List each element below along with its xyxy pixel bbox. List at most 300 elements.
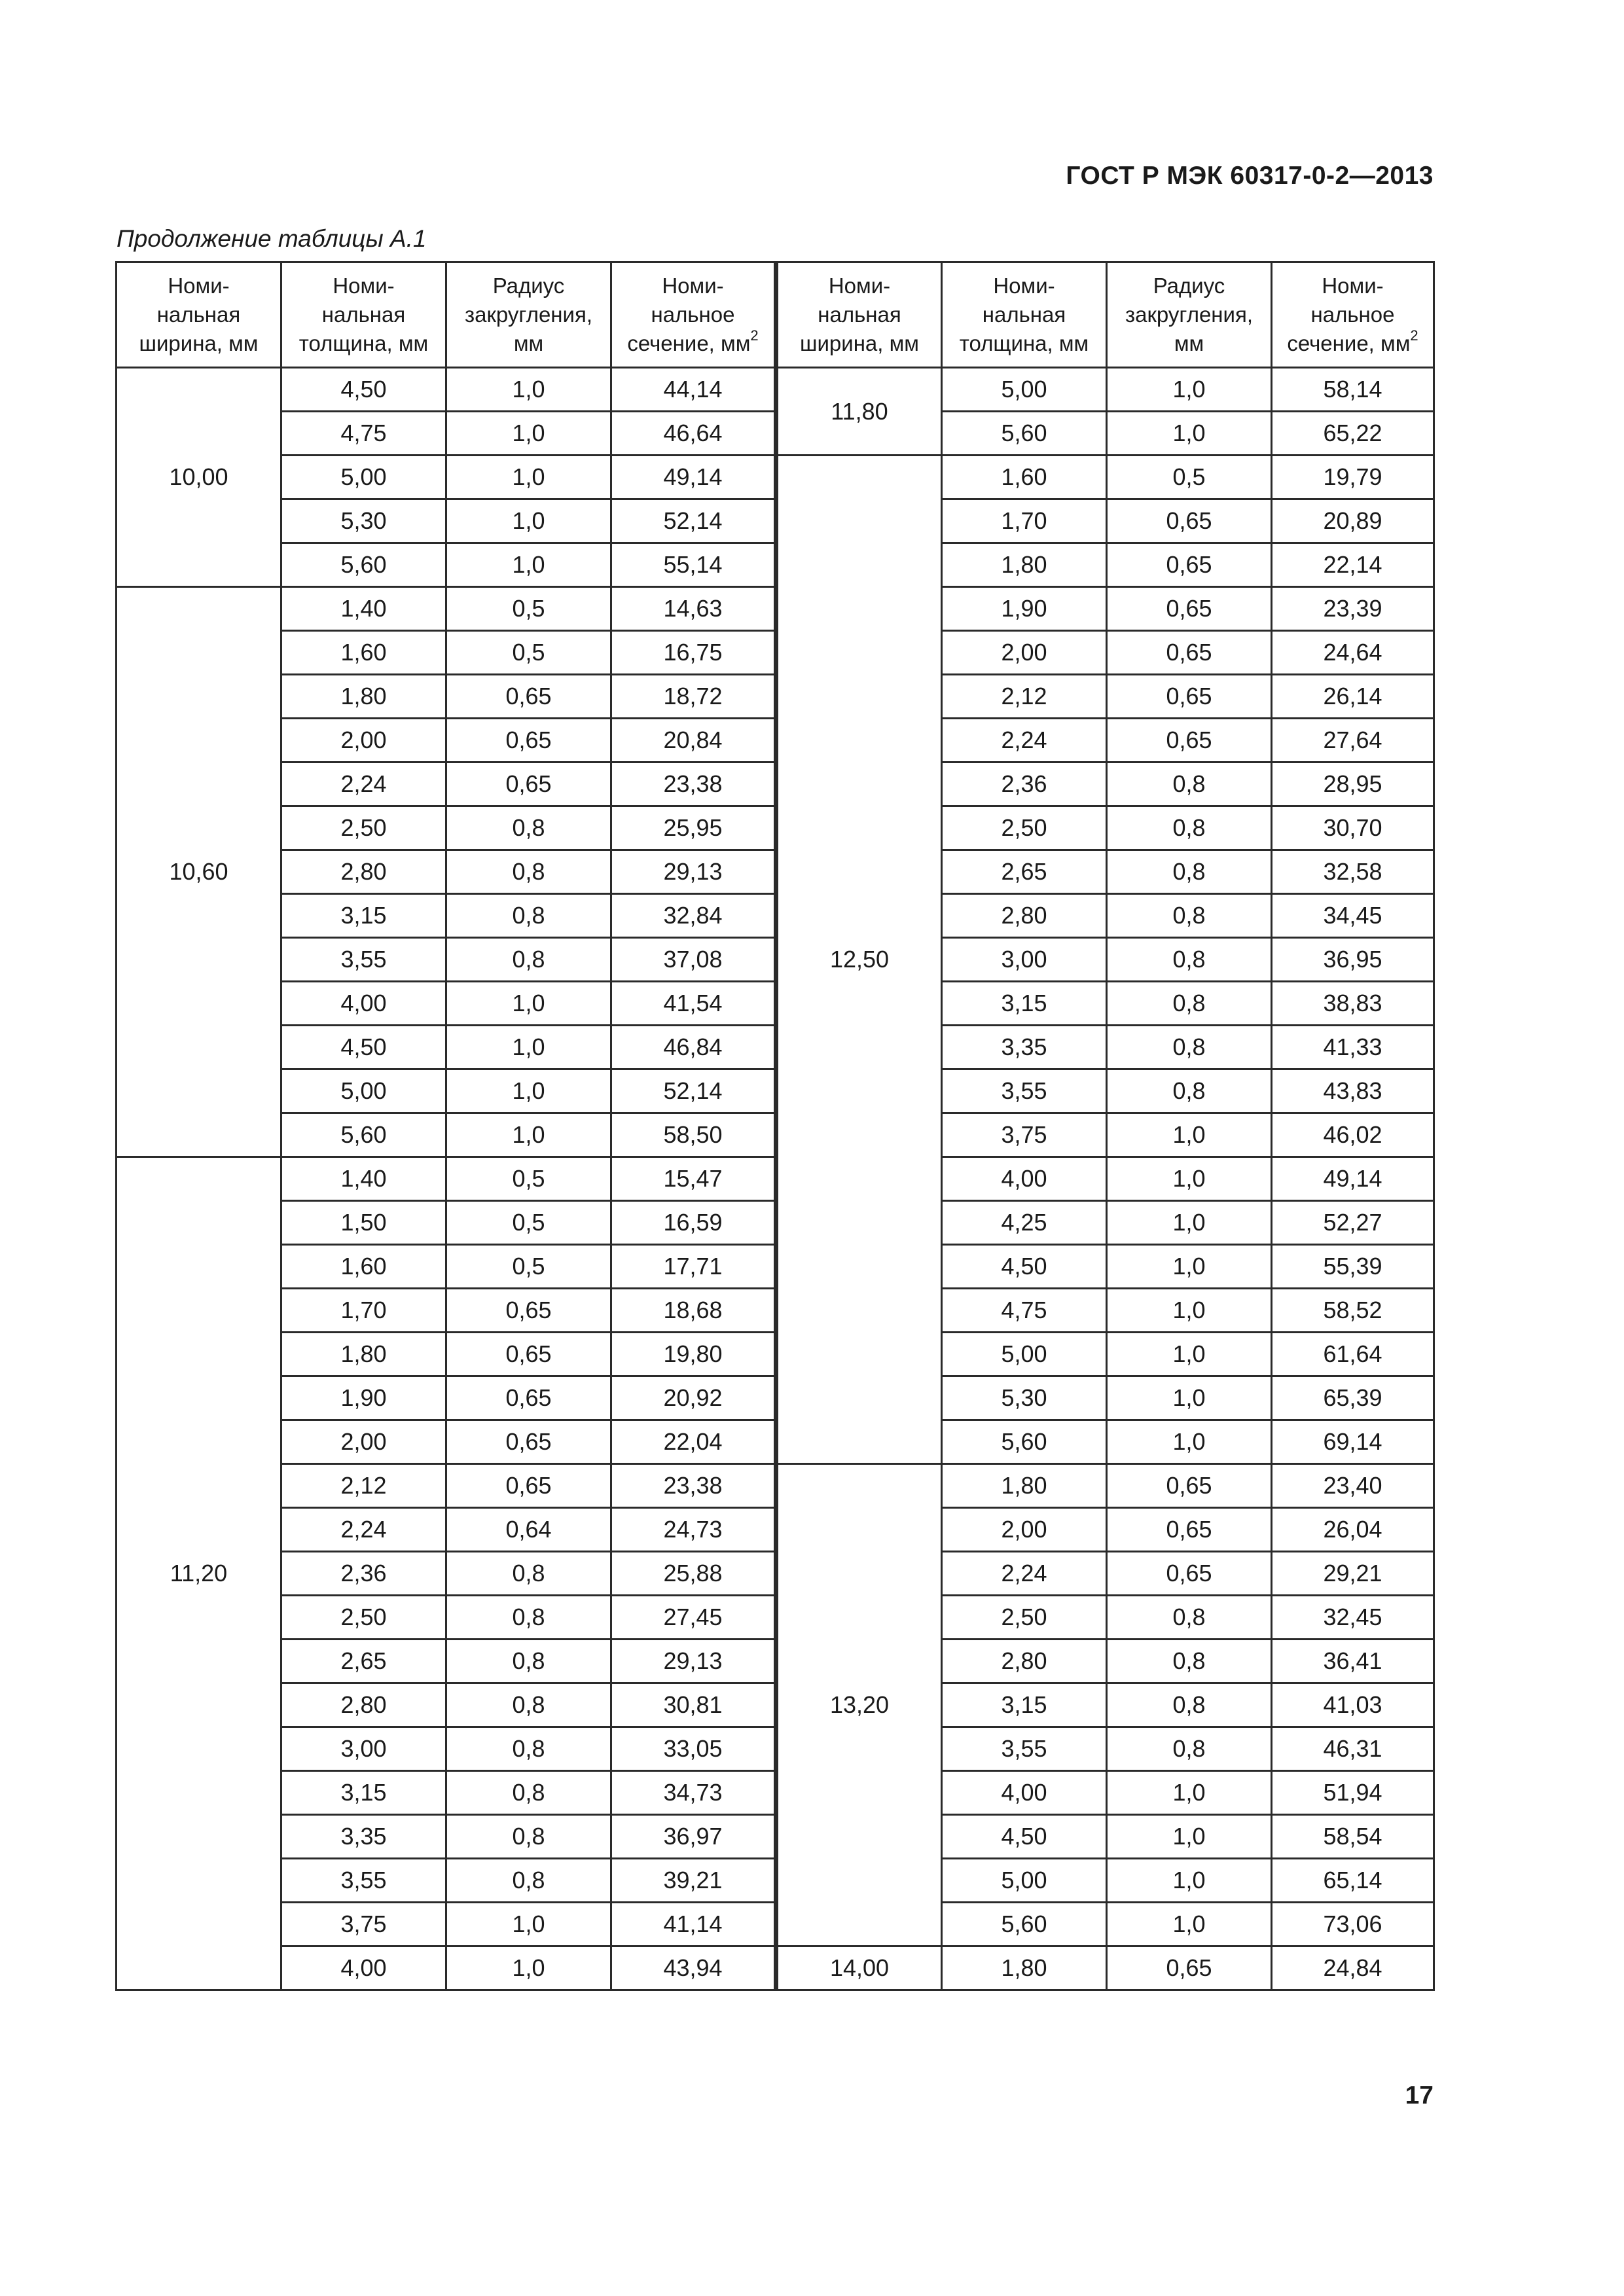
thickness-cell: 2,00 (281, 1420, 446, 1464)
section-cell: 20,89 (1272, 499, 1434, 543)
section-cell: 58,54 (1272, 1815, 1434, 1859)
header-line: нальная (818, 302, 901, 327)
table-row (117, 806, 1434, 850)
radius-cell: 0,8 (446, 1683, 611, 1727)
radius-cell: 0,65 (446, 1289, 611, 1333)
table-row (117, 1596, 1434, 1640)
table-row (117, 412, 1434, 456)
thickness-cell: 1,80 (281, 675, 446, 719)
section-cell: 41,33 (1272, 1026, 1434, 1069)
table-row (117, 456, 1434, 499)
radius-cell: 1,0 (446, 982, 611, 1026)
section-cell: 51,94 (1272, 1771, 1434, 1815)
radius-cell: 1,0 (446, 456, 611, 499)
section-cell: 38,83 (1272, 982, 1434, 1026)
width-cell: 10,60 (117, 587, 281, 1157)
radius-cell: 1,0 (1107, 1245, 1272, 1289)
thickness-cell: 3,55 (942, 1727, 1107, 1771)
section-cell: 24,64 (1272, 631, 1434, 675)
thickness-cell: 5,00 (942, 368, 1107, 412)
section-cell: 73,06 (1272, 1903, 1434, 1946)
thickness-cell: 5,30 (281, 499, 446, 543)
header-cell (1272, 262, 1434, 368)
radius-cell: 0,65 (1107, 1508, 1272, 1552)
section-cell: 17,71 (611, 1245, 776, 1289)
table-row (117, 1464, 1434, 1508)
header-line-text: сечение, мм (627, 331, 751, 355)
radius-cell: 1,0 (1107, 1113, 1272, 1157)
radius-cell: 1,0 (446, 1903, 611, 1946)
radius-cell: 0,8 (446, 1596, 611, 1640)
thickness-cell: 2,24 (942, 719, 1107, 762)
table-body (117, 262, 1434, 1990)
thickness-cell: 3,00 (281, 1727, 446, 1771)
table-row (117, 499, 1434, 543)
table-row (117, 631, 1434, 675)
section-cell: 22,04 (611, 1420, 776, 1464)
radius-cell: 0,65 (1107, 1464, 1272, 1508)
radius-cell: 0,65 (446, 1420, 611, 1464)
section-cell: 49,14 (611, 456, 776, 499)
radius-cell: 0,8 (1107, 938, 1272, 982)
section-cell: 55,39 (1272, 1245, 1434, 1289)
table-row (117, 1508, 1434, 1552)
thickness-cell: 2,80 (942, 894, 1107, 938)
radius-cell: 1,0 (1107, 412, 1272, 456)
section-cell: 55,14 (611, 543, 776, 587)
radius-cell: 0,8 (1107, 894, 1272, 938)
section-cell: 49,14 (1272, 1157, 1434, 1201)
thickness-cell: 2,24 (942, 1552, 1107, 1596)
header-cell (611, 262, 776, 368)
section-cell: 39,21 (611, 1859, 776, 1903)
thickness-cell: 3,35 (942, 1026, 1107, 1069)
radius-cell: 1,0 (1107, 1859, 1272, 1903)
section-cell: 28,95 (1272, 762, 1434, 806)
header-cell (446, 262, 611, 368)
thickness-cell: 2,12 (942, 675, 1107, 719)
header-line (612, 329, 774, 358)
radius-cell: 0,8 (1107, 1683, 1272, 1727)
thickness-cell: 4,00 (942, 1157, 1107, 1201)
section-cell: 19,79 (1272, 456, 1434, 499)
section-cell: 23,40 (1272, 1464, 1434, 1508)
section-cell: 36,41 (1272, 1640, 1434, 1683)
thickness-cell: 4,00 (281, 1946, 446, 1990)
radius-cell: 0,8 (1107, 850, 1272, 894)
section-cell: 20,84 (611, 719, 776, 762)
radius-cell: 0,8 (446, 1727, 611, 1771)
thickness-cell: 3,55 (281, 1859, 446, 1903)
radius-cell: 0,65 (1107, 499, 1272, 543)
radius-cell: 0,65 (446, 1333, 611, 1376)
thickness-cell: 2,65 (281, 1640, 446, 1683)
thickness-cell: 1,80 (281, 1333, 446, 1376)
header-cell (281, 262, 446, 368)
section-cell: 26,04 (1272, 1508, 1434, 1552)
thickness-cell: 4,50 (942, 1245, 1107, 1289)
radius-cell: 0,8 (446, 1859, 611, 1903)
header-line: Номи- (333, 274, 395, 298)
radius-cell: 0,5 (446, 1245, 611, 1289)
radius-cell: 0,8 (1107, 1727, 1272, 1771)
thickness-cell: 4,75 (942, 1289, 1107, 1333)
thickness-cell: 1,60 (942, 456, 1107, 499)
section-cell: 23,39 (1272, 587, 1434, 631)
section-cell: 22,14 (1272, 543, 1434, 587)
radius-cell: 1,0 (1107, 1333, 1272, 1376)
section-cell: 43,83 (1272, 1069, 1434, 1113)
radius-cell: 0,8 (446, 806, 611, 850)
thickness-cell: 1,80 (942, 1946, 1107, 1990)
radius-cell: 0,8 (1107, 1069, 1272, 1113)
section-cell: 20,92 (611, 1376, 776, 1420)
section-cell: 52,27 (1272, 1201, 1434, 1245)
header-line: нальное (651, 302, 735, 327)
radius-cell: 1,0 (446, 1113, 611, 1157)
header-line-text: сечение, мм (1287, 331, 1411, 355)
table-row (117, 1859, 1434, 1903)
radius-cell: 0,65 (446, 719, 611, 762)
radius-cell: 1,0 (446, 412, 611, 456)
thickness-cell: 1,70 (942, 499, 1107, 543)
section-cell: 18,68 (611, 1289, 776, 1333)
table-row (117, 1157, 1434, 1201)
page-number: 17 (1405, 2081, 1434, 2109)
thickness-cell: 3,15 (942, 1683, 1107, 1727)
section-cell: 29,13 (611, 850, 776, 894)
table-row (117, 1376, 1434, 1420)
thickness-cell: 1,80 (942, 1464, 1107, 1508)
thickness-cell: 3,75 (281, 1903, 446, 1946)
section-cell: 58,52 (1272, 1289, 1434, 1333)
radius-cell: 0,5 (446, 1201, 611, 1245)
thickness-cell: 1,40 (281, 587, 446, 631)
section-cell: 58,50 (611, 1113, 776, 1157)
section-cell: 30,81 (611, 1683, 776, 1727)
radius-cell: 0,65 (1107, 587, 1272, 631)
radius-cell: 1,0 (1107, 1201, 1272, 1245)
section-cell: 46,02 (1272, 1113, 1434, 1157)
table-row (117, 1289, 1434, 1333)
section-cell: 43,94 (611, 1946, 776, 1990)
table-row (117, 368, 1434, 412)
radius-cell: 0,65 (1107, 1946, 1272, 1990)
header-line: нальная (321, 302, 406, 327)
thickness-cell: 2,50 (281, 806, 446, 850)
thickness-cell: 4,00 (942, 1771, 1107, 1815)
section-cell: 41,03 (1272, 1683, 1434, 1727)
header-line: мм (513, 331, 544, 355)
header-line (1272, 329, 1433, 358)
header-line: Номи- (168, 274, 230, 298)
radius-cell: 0,8 (1107, 762, 1272, 806)
radius-cell: 1,0 (446, 1026, 611, 1069)
radius-cell: 0,5 (446, 587, 611, 631)
header-line: ширина, мм (139, 331, 259, 355)
header-line: Радиус (492, 274, 565, 298)
section-cell: 44,14 (611, 368, 776, 412)
header-line: Номи- (828, 274, 891, 298)
section-cell: 26,14 (1272, 675, 1434, 719)
document-title: ГОСТ Р МЭК 60317-0-2—2013 (1066, 162, 1434, 190)
table-row (117, 938, 1434, 982)
table-row (117, 1727, 1434, 1771)
width-cell: 11,20 (117, 1157, 281, 1990)
thickness-cell: 4,75 (281, 412, 446, 456)
header-line: Номи- (662, 274, 724, 298)
thickness-cell: 3,15 (942, 982, 1107, 1026)
section-cell: 52,14 (611, 1069, 776, 1113)
thickness-cell: 1,60 (281, 1245, 446, 1289)
radius-cell: 0,8 (1107, 806, 1272, 850)
header-line: мм (1174, 331, 1204, 355)
section-cell: 23,38 (611, 762, 776, 806)
thickness-cell: 5,00 (942, 1859, 1107, 1903)
radius-cell: 1,0 (1107, 1376, 1272, 1420)
thickness-cell: 4,00 (281, 982, 446, 1026)
thickness-cell: 1,80 (942, 543, 1107, 587)
radius-cell: 1,0 (1107, 1815, 1272, 1859)
radius-cell: 0,65 (1107, 719, 1272, 762)
radius-cell: 1,0 (446, 543, 611, 587)
thickness-cell: 5,30 (942, 1376, 1107, 1420)
radius-cell: 0,64 (446, 1508, 611, 1552)
thickness-cell: 3,00 (942, 938, 1107, 982)
thickness-cell: 5,00 (281, 1069, 446, 1113)
thickness-cell: 2,12 (281, 1464, 446, 1508)
section-cell: 65,14 (1272, 1859, 1434, 1903)
header-line: нальная (982, 302, 1066, 327)
radius-cell: 0,8 (1107, 982, 1272, 1026)
table-row (117, 1683, 1434, 1727)
section-cell: 16,75 (611, 631, 776, 675)
thickness-cell: 1,90 (942, 587, 1107, 631)
section-cell: 34,73 (611, 1771, 776, 1815)
header-line: нальная (156, 302, 241, 327)
table-row (117, 982, 1434, 1026)
header-line: Радиус (1153, 274, 1225, 298)
radius-cell: 0,65 (1107, 1552, 1272, 1596)
table-caption: Продолжение таблицы А.1 (117, 225, 427, 252)
radius-cell: 0,65 (446, 1376, 611, 1420)
table-row (117, 675, 1434, 719)
header-line: закругления, (1125, 302, 1254, 327)
section-cell: 34,45 (1272, 894, 1434, 938)
table-row (117, 1113, 1434, 1157)
table-row (117, 1640, 1434, 1683)
radius-cell: 0,5 (1107, 456, 1272, 499)
table-row (117, 1903, 1434, 1946)
superscript: 2 (750, 327, 759, 344)
radius-cell: 1,0 (1107, 1420, 1272, 1464)
thickness-cell: 1,50 (281, 1201, 446, 1245)
thickness-cell: 2,50 (942, 806, 1107, 850)
radius-cell: 1,0 (446, 1946, 611, 1990)
radius-cell: 1,0 (1107, 1157, 1272, 1201)
section-cell: 33,05 (611, 1727, 776, 1771)
table-row (117, 1069, 1434, 1113)
section-cell: 23,38 (611, 1464, 776, 1508)
section-cell: 29,21 (1272, 1552, 1434, 1596)
table-row (117, 850, 1434, 894)
header-cell (117, 262, 281, 368)
radius-cell: 0,65 (1107, 675, 1272, 719)
radius-cell: 0,8 (446, 850, 611, 894)
thickness-cell: 2,50 (942, 1596, 1107, 1640)
radius-cell: 0,8 (1107, 1596, 1272, 1640)
table-row (117, 1201, 1434, 1245)
section-cell: 65,22 (1272, 412, 1434, 456)
thickness-cell: 1,70 (281, 1289, 446, 1333)
header-line: нальное (1310, 302, 1395, 327)
thickness-cell: 2,36 (942, 762, 1107, 806)
table-row (117, 543, 1434, 587)
thickness-cell: 1,90 (281, 1376, 446, 1420)
thickness-cell: 1,60 (281, 631, 446, 675)
thickness-cell: 2,24 (281, 1508, 446, 1552)
table-row (117, 1946, 1434, 1990)
section-cell: 14,63 (611, 587, 776, 631)
thickness-cell: 5,00 (942, 1333, 1107, 1376)
radius-cell: 1,0 (1107, 1771, 1272, 1815)
table-header-row (117, 262, 1434, 368)
table-row (117, 1815, 1434, 1859)
thickness-cell: 2,80 (281, 1683, 446, 1727)
header-line: толщина, мм (959, 331, 1089, 355)
section-cell: 61,64 (1272, 1333, 1434, 1376)
width-cell: 12,50 (776, 456, 942, 1464)
thickness-cell: 1,40 (281, 1157, 446, 1201)
radius-cell: 0,8 (1107, 1640, 1272, 1683)
thickness-cell: 3,35 (281, 1815, 446, 1859)
section-cell: 65,39 (1272, 1376, 1434, 1420)
width-cell: 11,80 (776, 368, 942, 456)
thickness-cell: 3,15 (281, 1771, 446, 1815)
radius-cell: 0,8 (446, 1815, 611, 1859)
section-cell: 58,14 (1272, 368, 1434, 412)
thickness-cell: 3,55 (942, 1069, 1107, 1113)
radius-cell: 0,8 (446, 894, 611, 938)
thickness-cell: 2,36 (281, 1552, 446, 1596)
section-cell: 29,13 (611, 1640, 776, 1683)
thickness-cell: 5,60 (942, 1420, 1107, 1464)
table-row (117, 762, 1434, 806)
radius-cell: 0,8 (446, 938, 611, 982)
thickness-cell: 2,80 (942, 1640, 1107, 1683)
header-line: Номи- (1322, 274, 1384, 298)
radius-cell: 1,0 (446, 368, 611, 412)
section-cell: 25,88 (611, 1552, 776, 1596)
thickness-cell: 2,00 (281, 719, 446, 762)
section-cell: 41,14 (611, 1903, 776, 1946)
thickness-cell: 4,25 (942, 1201, 1107, 1245)
section-cell: 30,70 (1272, 806, 1434, 850)
section-cell: 52,14 (611, 499, 776, 543)
section-cell: 69,14 (1272, 1420, 1434, 1464)
header-cell (942, 262, 1107, 368)
section-cell: 27,64 (1272, 719, 1434, 762)
thickness-cell: 2,65 (942, 850, 1107, 894)
thickness-cell: 2,24 (281, 762, 446, 806)
table-row (117, 1333, 1434, 1376)
radius-cell: 0,8 (446, 1552, 611, 1596)
radius-cell: 0,5 (446, 631, 611, 675)
section-cell: 36,97 (611, 1815, 776, 1859)
thickness-cell: 2,80 (281, 850, 446, 894)
section-cell: 46,84 (611, 1026, 776, 1069)
section-cell: 19,80 (611, 1333, 776, 1376)
radius-cell: 1,0 (1107, 1289, 1272, 1333)
thickness-cell: 5,60 (942, 1903, 1107, 1946)
table-row (117, 1771, 1434, 1815)
section-cell: 41,54 (611, 982, 776, 1026)
radius-cell: 0,5 (446, 1157, 611, 1201)
section-cell: 46,64 (611, 412, 776, 456)
radius-cell: 1,0 (1107, 368, 1272, 412)
radius-cell: 0,8 (446, 1640, 611, 1683)
width-cell: 13,20 (776, 1464, 942, 1946)
section-cell: 32,84 (611, 894, 776, 938)
table-row (117, 1552, 1434, 1596)
radius-cell: 1,0 (446, 499, 611, 543)
section-cell: 16,59 (611, 1201, 776, 1245)
table-row (117, 1245, 1434, 1289)
radius-cell: 0,65 (446, 675, 611, 719)
thickness-cell: 2,50 (281, 1596, 446, 1640)
thickness-cell: 5,00 (281, 456, 446, 499)
thickness-cell: 4,50 (281, 368, 446, 412)
section-cell: 25,95 (611, 806, 776, 850)
thickness-cell: 3,55 (281, 938, 446, 982)
section-cell: 24,73 (611, 1508, 776, 1552)
width-cell: 10,00 (117, 368, 281, 587)
radius-cell: 1,0 (446, 1069, 611, 1113)
radius-cell: 0,65 (446, 762, 611, 806)
header-cell (776, 262, 942, 368)
thickness-cell: 5,60 (281, 1113, 446, 1157)
section-cell: 24,84 (1272, 1946, 1434, 1990)
section-cell: 36,95 (1272, 938, 1434, 982)
section-cell: 32,45 (1272, 1596, 1434, 1640)
thickness-cell: 4,50 (281, 1026, 446, 1069)
width-cell: 14,00 (776, 1946, 942, 1990)
thickness-cell: 3,75 (942, 1113, 1107, 1157)
header-line: толщина, мм (298, 331, 429, 355)
section-cell: 32,58 (1272, 850, 1434, 894)
thickness-cell: 2,00 (942, 631, 1107, 675)
table-row (117, 1026, 1434, 1069)
table-row (117, 894, 1434, 938)
section-cell: 37,08 (611, 938, 776, 982)
superscript: 2 (1410, 327, 1418, 344)
header-cell (1107, 262, 1272, 368)
radius-cell: 0,65 (446, 1464, 611, 1508)
thickness-cell: 3,15 (281, 894, 446, 938)
header-line: закругления, (464, 302, 593, 327)
table-row (117, 719, 1434, 762)
table-row (117, 1420, 1434, 1464)
dimensions-table (115, 261, 1435, 1991)
radius-cell: 0,65 (1107, 543, 1272, 587)
thickness-cell: 5,60 (942, 412, 1107, 456)
section-cell: 46,31 (1272, 1727, 1434, 1771)
section-cell: 18,72 (611, 675, 776, 719)
radius-cell: 0,8 (1107, 1026, 1272, 1069)
table-row (117, 587, 1434, 631)
thickness-cell: 5,60 (281, 543, 446, 587)
radius-cell: 0,8 (446, 1771, 611, 1815)
